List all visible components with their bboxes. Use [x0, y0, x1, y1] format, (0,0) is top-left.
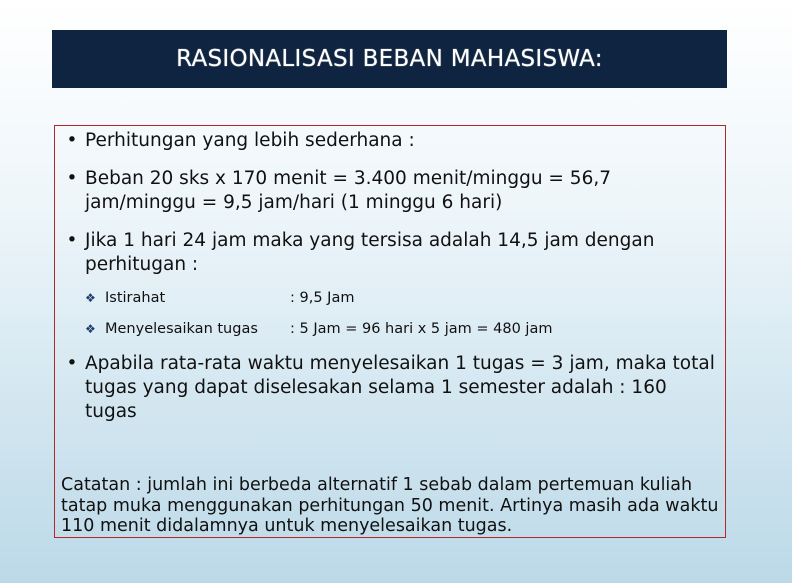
bullet-item: [59, 167, 719, 215]
content-box: [54, 125, 726, 538]
sub-item-value: : 9,5 Jam: [290, 290, 355, 306]
bullet-item: [59, 129, 719, 153]
slide-title: RASIONALISASI BEBAN MAHASISWA:: [176, 46, 603, 72]
bullet-item: [59, 352, 719, 424]
bullet-item: [59, 229, 719, 277]
note-text: Catatan : jumlah ini berbeda alternatif 1 sebab dalam pertemuan kuliah tatap muka menggunakan perhitungan 50 menit. Artinya masih ada waktu 110 menit didalamnya untuk menyelesaikan tugas.: [61, 475, 719, 536]
sub-item-value: : 5 Jam = 96 hari x 5 jam = 480 jam: [290, 321, 553, 337]
diamond-bullet-icon: ❖: [85, 322, 96, 336]
sub-item-istirahat: [85, 289, 354, 307]
title-bar: [52, 30, 727, 88]
bullet-dot-icon: •: [66, 230, 78, 251]
diamond-bullet-icon: ❖: [85, 291, 96, 305]
bullet-dot-icon: •: [66, 353, 78, 374]
bullet-dot-icon: •: [66, 130, 78, 151]
bullet-text: Beban 20 sks x 170 menit = 3.400 menit/minggu = 56,7 jam/minggu = 9,5 jam/hari (1 minggu 6 hari): [85, 168, 612, 213]
bullet-text: Jika 1 hari 24 jam maka yang tersisa adalah 14,5 jam dengan perhitugan :: [85, 230, 655, 275]
bullet-text: Apabila rata-rata waktu menyelesaikan 1 tugas = 3 jam, maka total tugas yang dapat diselesakan selama 1 semester adalah : 160 tugas: [85, 353, 715, 422]
sub-item-label: Istirahat: [105, 290, 166, 306]
sub-item-label: Menyelesaikan tugas: [105, 321, 258, 337]
bullet-dot-icon: •: [66, 168, 78, 189]
bullet-text: Perhitungan yang lebih sederhana :: [85, 130, 415, 151]
sub-item-menyelesaikan-tugas: [85, 320, 552, 338]
